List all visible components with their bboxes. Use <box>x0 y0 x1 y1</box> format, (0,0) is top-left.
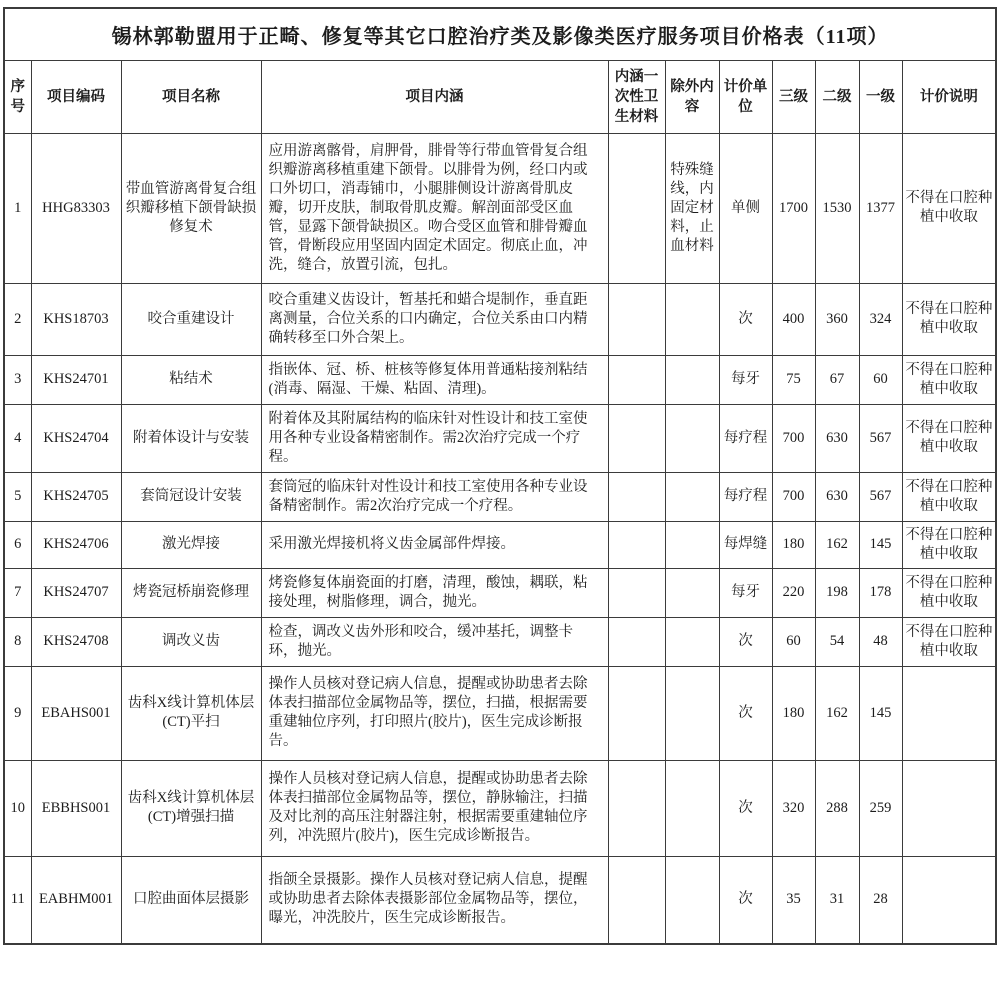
column-header-6: 计价单位 <box>719 60 772 133</box>
tier1-price-cell: 324 <box>859 283 902 355</box>
unit-cell: 单侧 <box>719 133 772 283</box>
content-cell: 采用激光焊接机将义齿金属部件焊接。 <box>261 521 608 568</box>
name-cell: 烤瓷冠桥崩瓷修理 <box>121 568 261 617</box>
content-cell: 附着体及其附属结构的临床针对性设计和技工室使用各种专业设备精密制作。需2次治疗完成一个疗程。 <box>261 404 608 472</box>
table-body <box>4 133 996 944</box>
tier2-price-cell: 630 <box>815 472 859 521</box>
price-table <box>3 7 997 945</box>
exclusions-cell: 特殊缝线，内固定材料，止血材料 <box>665 133 719 283</box>
tier1-price-cell: 567 <box>859 404 902 472</box>
exclusions-cell <box>665 472 719 521</box>
seq-cell: 9 <box>4 666 31 760</box>
materials-cell <box>608 472 665 521</box>
materials-cell <box>608 404 665 472</box>
tier2-price-cell: 31 <box>815 856 859 944</box>
content-cell: 套筒冠的临床针对性设计和技工室使用各种专业设备精密制作。需2次治疗完成一个疗程。 <box>261 472 608 521</box>
content-cell: 指嵌体、冠、桥、桩核等修复体用普通粘接剂粘结(消毒、隔湿、干燥、粘固、清理)。 <box>261 355 608 404</box>
content-cell: 烤瓷修复体崩瓷面的打磨，清理，酸蚀，耦联，粘接处理，树脂修理，调合，抛光。 <box>261 568 608 617</box>
tier3-price-cell: 400 <box>772 283 815 355</box>
table-row <box>4 283 996 355</box>
exclusions-cell <box>665 283 719 355</box>
unit-cell: 每牙 <box>719 355 772 404</box>
column-header-1: 项目编码 <box>31 60 121 133</box>
exclusions-cell <box>665 521 719 568</box>
table-row <box>4 617 996 666</box>
code-cell: EBBHS001 <box>31 760 121 856</box>
unit-cell: 次 <box>719 617 772 666</box>
unit-cell: 每焊缝 <box>719 521 772 568</box>
column-header-8: 二级 <box>815 60 859 133</box>
tier1-price-cell: 28 <box>859 856 902 944</box>
materials-cell <box>608 760 665 856</box>
seq-cell: 5 <box>4 472 31 521</box>
pricing-note-cell: 不得在口腔种植中收取 <box>902 404 996 472</box>
column-header-0: 序号 <box>4 60 31 133</box>
tier1-price-cell: 60 <box>859 355 902 404</box>
pricing-note-cell: 不得在口腔种植中收取 <box>902 283 996 355</box>
tier2-price-cell: 1530 <box>815 133 859 283</box>
table-row <box>4 568 996 617</box>
materials-cell <box>608 617 665 666</box>
name-cell: 带血管游离骨复合组织瓣移植下颌骨缺损修复术 <box>121 133 261 283</box>
content-cell: 检查，调改义齿外形和咬合，缓冲基托，调整卡环，抛光。 <box>261 617 608 666</box>
tier3-price-cell: 180 <box>772 666 815 760</box>
exclusions-cell <box>665 760 719 856</box>
pricing-note-cell <box>902 760 996 856</box>
exclusions-cell <box>665 856 719 944</box>
name-cell: 齿科X线计算机体层(CT)平扫 <box>121 666 261 760</box>
unit-cell: 次 <box>719 856 772 944</box>
materials-cell <box>608 521 665 568</box>
tier2-price-cell: 162 <box>815 666 859 760</box>
content-cell: 指颌全景摄影。操作人员核对登记病人信息，提醒或协助患者去除体表摄影部位金属物品等，摆位，曝光，冲洗胶片，医生完成诊断报告。 <box>261 856 608 944</box>
seq-cell: 4 <box>4 404 31 472</box>
name-cell: 调改义齿 <box>121 617 261 666</box>
seq-cell: 3 <box>4 355 31 404</box>
exclusions-cell <box>665 355 719 404</box>
column-header-5: 除外内容 <box>665 60 719 133</box>
tier1-price-cell: 259 <box>859 760 902 856</box>
code-cell: KHS18703 <box>31 283 121 355</box>
table-row <box>4 404 996 472</box>
pricing-note-cell <box>902 666 996 760</box>
unit-cell: 每疗程 <box>719 404 772 472</box>
tier3-price-cell: 180 <box>772 521 815 568</box>
exclusions-cell <box>665 617 719 666</box>
pricing-note-cell: 不得在口腔种植中收取 <box>902 617 996 666</box>
seq-cell: 8 <box>4 617 31 666</box>
tier3-price-cell: 1700 <box>772 133 815 283</box>
content-cell: 操作人员核对登记病人信息，提醒或协助患者去除体表扫描部位金属物品等，摆位，静脉输注，扫描及对比剂的高压注射器注射，根据需要重建轴位序列，冲洗照片(胶片)，医生完成诊断报告。 <box>261 760 608 856</box>
seq-cell: 2 <box>4 283 31 355</box>
code-cell: EABHM001 <box>31 856 121 944</box>
exclusions-cell <box>665 568 719 617</box>
seq-cell: 10 <box>4 760 31 856</box>
code-cell: HHG83303 <box>31 133 121 283</box>
materials-cell <box>608 856 665 944</box>
code-cell: KHS24708 <box>31 617 121 666</box>
code-cell: KHS24706 <box>31 521 121 568</box>
name-cell: 粘结术 <box>121 355 261 404</box>
header-row <box>4 60 996 133</box>
tier3-price-cell: 220 <box>772 568 815 617</box>
tier3-price-cell: 320 <box>772 760 815 856</box>
tier2-price-cell: 360 <box>815 283 859 355</box>
content-cell: 操作人员核对登记病人信息，提醒或协助患者去除体表扫描部位金属物品等，摆位，扫描，根据需要重建轴位序列，打印照片(胶片)，医生完成诊断报告。 <box>261 666 608 760</box>
column-header-10: 计价说明 <box>902 60 996 133</box>
page-title: 锡林郭勒盟用于正畸、修复等其它口腔治疗类及影像类医疗服务项目价格表（11项） <box>4 8 996 60</box>
column-header-9: 一级 <box>859 60 902 133</box>
unit-cell: 每疗程 <box>719 472 772 521</box>
name-cell: 附着体设计与安装 <box>121 404 261 472</box>
tier2-price-cell: 198 <box>815 568 859 617</box>
tier1-price-cell: 48 <box>859 617 902 666</box>
unit-cell: 次 <box>719 666 772 760</box>
pricing-note-cell <box>902 856 996 944</box>
exclusions-cell <box>665 404 719 472</box>
table-row <box>4 472 996 521</box>
materials-cell <box>608 568 665 617</box>
tier3-price-cell: 60 <box>772 617 815 666</box>
column-header-7: 三级 <box>772 60 815 133</box>
tier1-price-cell: 567 <box>859 472 902 521</box>
pricing-note-cell: 不得在口腔种植中收取 <box>902 568 996 617</box>
pricing-note-cell: 不得在口腔种植中收取 <box>902 355 996 404</box>
exclusions-cell <box>665 666 719 760</box>
pricing-note-cell: 不得在口腔种植中收取 <box>902 133 996 283</box>
tier2-price-cell: 288 <box>815 760 859 856</box>
pricing-note-cell: 不得在口腔种植中收取 <box>902 472 996 521</box>
seq-cell: 7 <box>4 568 31 617</box>
tier3-price-cell: 75 <box>772 355 815 404</box>
name-cell: 套筒冠设计安装 <box>121 472 261 521</box>
tier3-price-cell: 700 <box>772 404 815 472</box>
seq-cell: 1 <box>4 133 31 283</box>
name-cell: 咬合重建设计 <box>121 283 261 355</box>
tier1-price-cell: 1377 <box>859 133 902 283</box>
column-header-4: 内涵一次性卫生材料 <box>608 60 665 133</box>
tier3-price-cell: 700 <box>772 472 815 521</box>
content-cell: 应用游离髂骨，肩胛骨，腓骨等行带血管骨复合组织瓣游离移植重建下颌骨。以腓骨为例，经口内或口外切口，消毒铺巾，小腿腓侧设计游离骨肌皮瓣，切开皮肤，制取骨肌皮瓣。解剖面部受区血管，显露下颌骨缺损区。吻合受区血管和腓骨瓣血管，骨断段应用坚固内固定术固定。彻底止血，冲洗，缝合，放置引流，包扎。 <box>261 133 608 283</box>
materials-cell <box>608 133 665 283</box>
tier1-price-cell: 145 <box>859 521 902 568</box>
tier2-price-cell: 162 <box>815 521 859 568</box>
code-cell: KHS24705 <box>31 472 121 521</box>
column-header-2: 项目名称 <box>121 60 261 133</box>
column-header-3: 项目内涵 <box>261 60 608 133</box>
seq-cell: 6 <box>4 521 31 568</box>
table-row <box>4 521 996 568</box>
table-row <box>4 856 996 944</box>
table-row <box>4 760 996 856</box>
materials-cell <box>608 355 665 404</box>
title-row <box>4 8 996 60</box>
name-cell: 口腔曲面体层摄影 <box>121 856 261 944</box>
table-row <box>4 133 996 283</box>
tier3-price-cell: 35 <box>772 856 815 944</box>
content-cell: 咬合重建义齿设计，暂基托和蜡合堤制作，垂直距离测量，合位关系的口内确定，合位关系由口内精确转移至口外合架上。 <box>261 283 608 355</box>
name-cell: 齿科X线计算机体层(CT)增强扫描 <box>121 760 261 856</box>
tier1-price-cell: 178 <box>859 568 902 617</box>
table-row <box>4 666 996 760</box>
seq-cell: 11 <box>4 856 31 944</box>
materials-cell <box>608 283 665 355</box>
unit-cell: 次 <box>719 283 772 355</box>
unit-cell: 每牙 <box>719 568 772 617</box>
name-cell: 激光焊接 <box>121 521 261 568</box>
unit-cell: 次 <box>719 760 772 856</box>
code-cell: EBAHS001 <box>31 666 121 760</box>
tier2-price-cell: 67 <box>815 355 859 404</box>
tier2-price-cell: 54 <box>815 617 859 666</box>
table-row <box>4 355 996 404</box>
pricing-note-cell: 不得在口腔种植中收取 <box>902 521 996 568</box>
materials-cell <box>608 666 665 760</box>
code-cell: KHS24701 <box>31 355 121 404</box>
code-cell: KHS24704 <box>31 404 121 472</box>
tier2-price-cell: 630 <box>815 404 859 472</box>
tier1-price-cell: 145 <box>859 666 902 760</box>
code-cell: KHS24707 <box>31 568 121 617</box>
